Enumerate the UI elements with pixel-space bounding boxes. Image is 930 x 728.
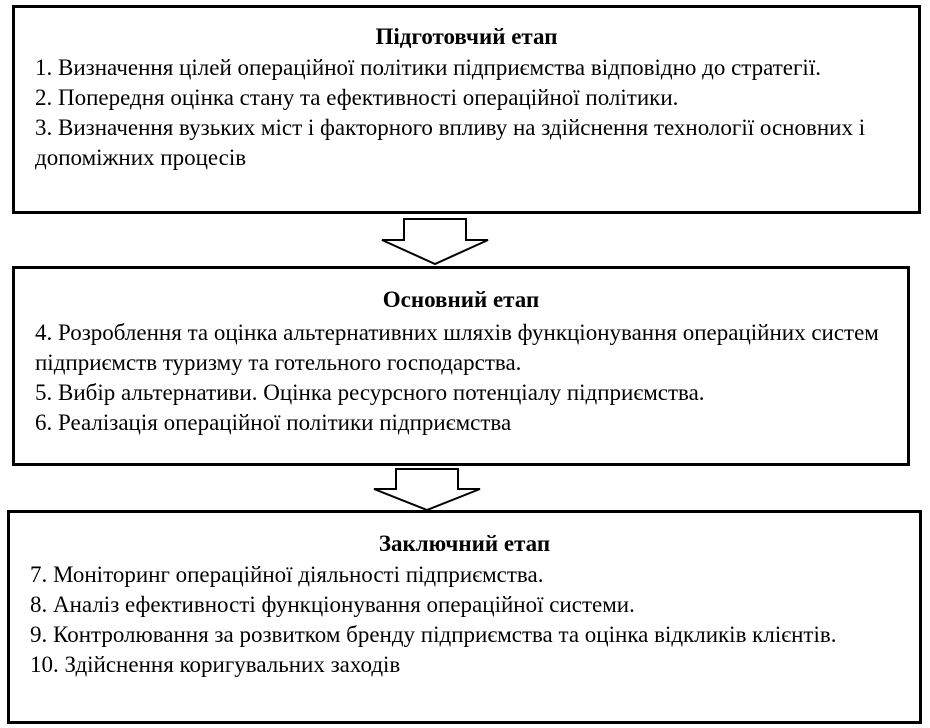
stage-item: 8. Аналіз ефективності функціонування операційної системи.	[30, 592, 635, 617]
stage-item: 3. Визначення вузьких міст і факторного впливу на здійснення технології основних і допоміжних процесів	[35, 115, 866, 170]
stage-item: 2. Попередня оцінка стану та ефективності операційної політики.	[35, 85, 679, 110]
stage-title-preparatory: Підготовчий етап	[375, 24, 558, 49]
down-arrow-icon	[380, 218, 490, 266]
stage-item: 5. Вибір альтернативи. Оцінка ресурсного потенціалу підприємства.	[35, 380, 705, 405]
stage-item: 6. Реалізація операційної політики підприємства	[35, 410, 512, 435]
stage-item: 9. Контролювання за розвитком бренду підприємства та оцінка відкликів клієнтів.	[30, 622, 837, 647]
stage-item: 4. Розроблення та оцінка альтернативних шляхів функціонування операційних систем підприємств туризму та готельного господарства.	[35, 320, 879, 375]
stage-title-main: Основний етап	[382, 287, 540, 312]
stage-item: 1. Визначення цілей операційної політики підприємства відповідно до стратегії.	[35, 55, 821, 80]
stage-item: 10. Здійснення коригувальних заходів	[30, 652, 401, 677]
stage-items-main	[15, 318, 907, 438]
stage-item: 7. Моніторинг операційної діяльності підприємства.	[30, 562, 544, 587]
stage-title-final: Заключний етап	[378, 531, 551, 556]
stage-items-final	[10, 560, 919, 680]
stage-items-preparatory	[15, 53, 918, 173]
stage-box-final	[7, 510, 922, 724]
down-arrow-icon	[372, 468, 482, 512]
stage-box-preparatory	[12, 5, 921, 214]
stage-box-main	[12, 266, 910, 466]
